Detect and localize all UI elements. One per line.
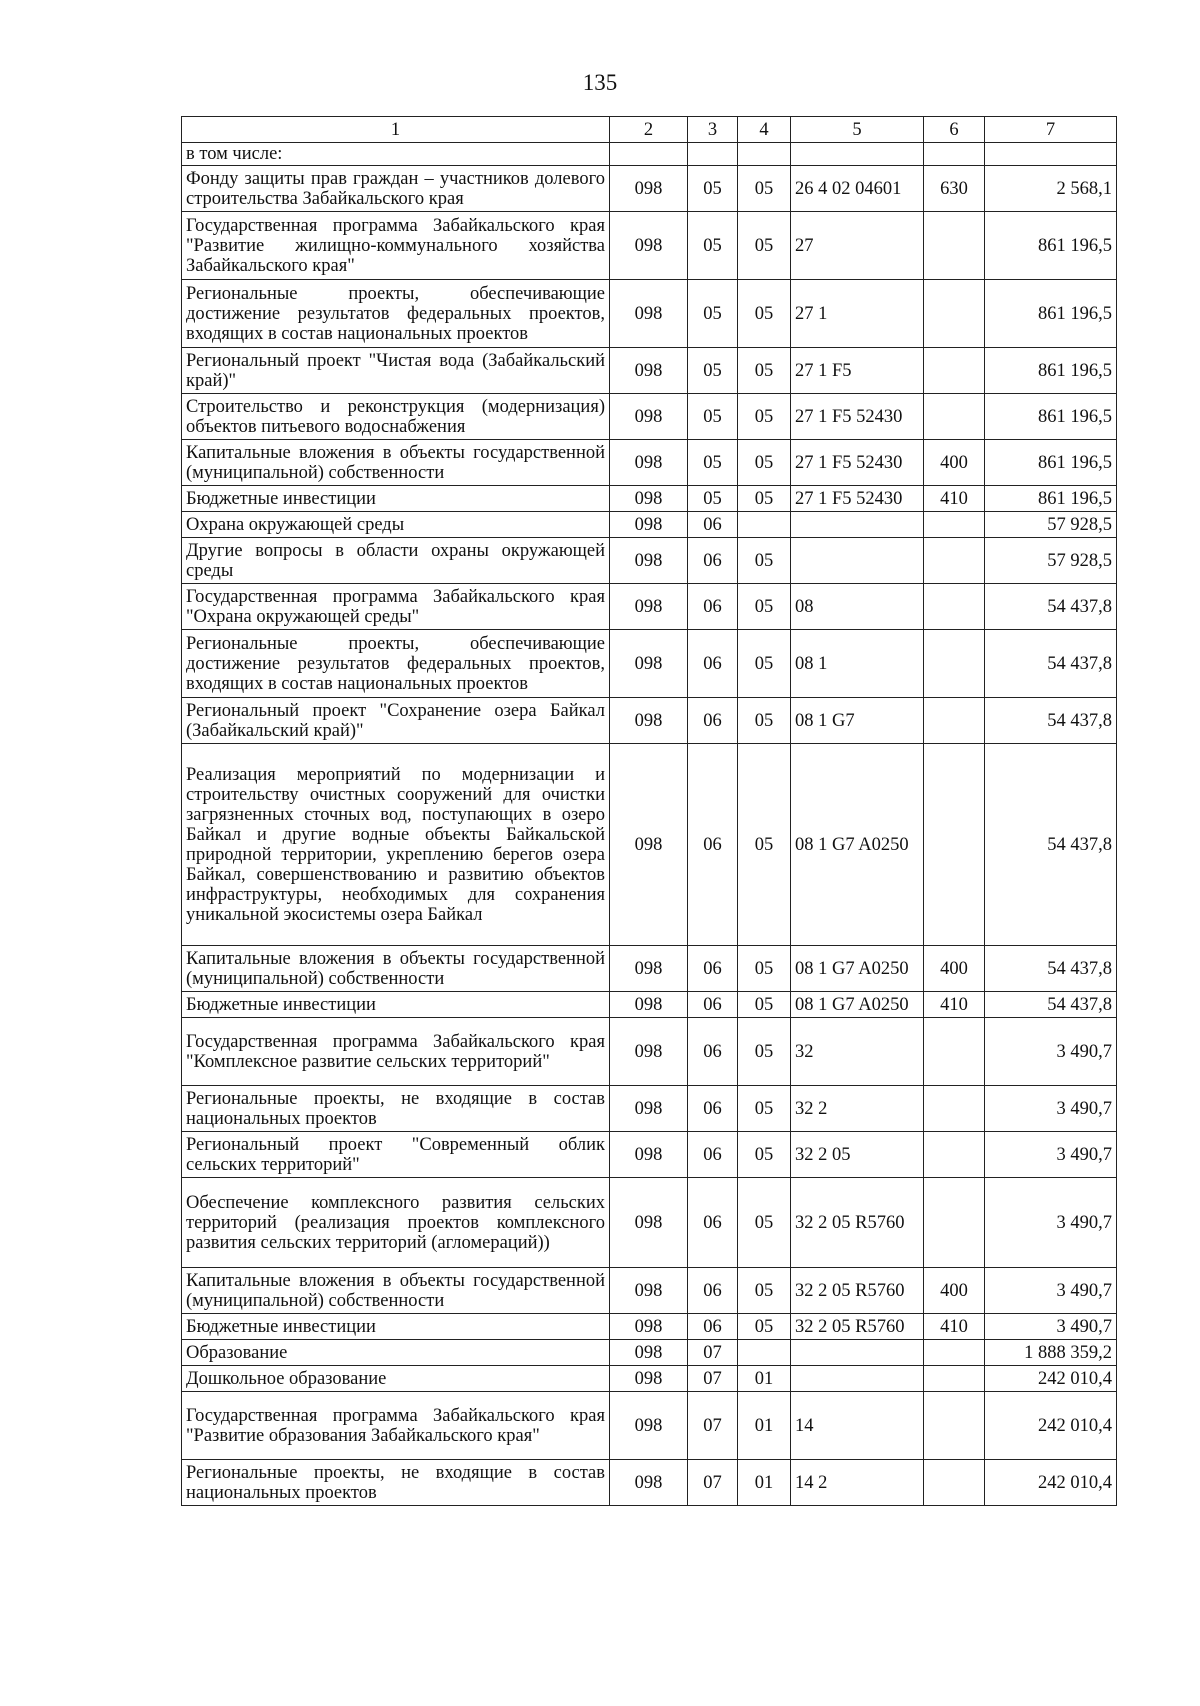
row-admin-code: 098 — [610, 992, 688, 1018]
row-section — [688, 143, 738, 166]
row-section: 06 — [688, 584, 738, 630]
row-subsection: 01 — [738, 1366, 791, 1392]
header-col-4: 4 — [738, 117, 791, 143]
table-row — [182, 1018, 1117, 1086]
row-name: Бюджетные инвестиции — [182, 992, 610, 1018]
row-name: Фонду защиты прав граждан – участников долевого строительства Забайкальского края — [182, 166, 610, 212]
row-name: Обеспечение комплексного развития сельских территорий (реализация проектов комплексного развития сельских территорий (агломераций)) — [182, 1178, 610, 1268]
row-admin-code — [610, 143, 688, 166]
row-section: 05 — [688, 440, 738, 486]
row-section: 06 — [688, 992, 738, 1018]
row-admin-code: 098 — [610, 1178, 688, 1268]
row-amount: 54 437,8 — [985, 584, 1117, 630]
row-name: Другие вопросы в области охраны окружающей среды — [182, 538, 610, 584]
row-subsection: 05 — [738, 348, 791, 394]
row-amount: 54 437,8 — [985, 992, 1117, 1018]
row-expense-type — [924, 280, 985, 348]
row-section: 06 — [688, 946, 738, 992]
row-subsection: 05 — [738, 394, 791, 440]
row-name: Капитальные вложения в объекты государственной (муниципальной) собственности — [182, 1268, 610, 1314]
row-name: Реализация мероприятий по модернизации и строительству очистных сооружений для очистки загрязненных сточных вод, поступающих в озеро Байкал и другие водные объекты Байкальской природной территории, укреплению берегов озера Байкал, совершенствованию и развитию объектов инфраструктуры, необходимых для сохранения уникальной экосистемы озера Байкал — [182, 744, 610, 946]
row-name: Региональные проекты, обеспечивающие достижение результатов федеральных проектов, входящих в состав национальных проектов — [182, 280, 610, 348]
row-expense-type: 630 — [924, 166, 985, 212]
row-expense-type — [924, 1132, 985, 1178]
row-target-article: 14 2 — [791, 1460, 924, 1506]
row-target-article: 14 — [791, 1392, 924, 1460]
row-name: Региональный проект "Сохранение озера Байкал (Забайкальский край)" — [182, 698, 610, 744]
row-target-article: 32 2 05 R5760 — [791, 1178, 924, 1268]
row-subsection: 05 — [738, 1086, 791, 1132]
row-target-article: 27 — [791, 212, 924, 280]
table-row — [182, 1132, 1117, 1178]
row-admin-code: 098 — [610, 698, 688, 744]
row-section: 06 — [688, 1178, 738, 1268]
row-expense-type — [924, 1366, 985, 1392]
row-section: 06 — [688, 512, 738, 538]
header-col-2: 2 — [610, 117, 688, 143]
row-target-article: 32 2 05 R5760 — [791, 1268, 924, 1314]
header-row — [182, 117, 1117, 143]
row-amount: 3 490,7 — [985, 1314, 1117, 1340]
header-col-6: 6 — [924, 117, 985, 143]
row-amount: 1 888 359,2 — [985, 1340, 1117, 1366]
row-section: 07 — [688, 1392, 738, 1460]
row-subsection: 01 — [738, 1460, 791, 1506]
row-section: 06 — [688, 698, 738, 744]
row-admin-code: 098 — [610, 1340, 688, 1366]
row-admin-code: 098 — [610, 486, 688, 512]
row-subsection — [738, 512, 791, 538]
row-name: Бюджетные инвестиции — [182, 486, 610, 512]
row-admin-code: 098 — [610, 630, 688, 698]
row-expense-type — [924, 698, 985, 744]
row-section: 06 — [688, 630, 738, 698]
row-section: 06 — [688, 1086, 738, 1132]
row-admin-code: 098 — [610, 394, 688, 440]
row-section: 06 — [688, 1268, 738, 1314]
table-row — [182, 1460, 1117, 1506]
row-expense-type — [924, 1178, 985, 1268]
row-subsection: 05 — [738, 744, 791, 946]
row-expense-type — [924, 512, 985, 538]
row-subsection: 05 — [738, 1018, 791, 1086]
row-expense-type: 410 — [924, 486, 985, 512]
row-amount: 861 196,5 — [985, 212, 1117, 280]
row-amount: 861 196,5 — [985, 394, 1117, 440]
row-amount: 54 437,8 — [985, 630, 1117, 698]
row-amount: 861 196,5 — [985, 440, 1117, 486]
row-target-article: 27 1 F5 — [791, 348, 924, 394]
table-row — [182, 212, 1117, 280]
header-col-5: 5 — [791, 117, 924, 143]
row-section: 07 — [688, 1366, 738, 1392]
row-target-article: 32 2 05 R5760 — [791, 1314, 924, 1340]
row-admin-code: 098 — [610, 538, 688, 584]
row-name: Капитальные вложения в объекты государственной (муниципальной) собственности — [182, 946, 610, 992]
row-amount: 861 196,5 — [985, 280, 1117, 348]
row-section: 05 — [688, 280, 738, 348]
row-name: Дошкольное образование — [182, 1366, 610, 1392]
row-target-article: 08 — [791, 584, 924, 630]
row-expense-type — [924, 143, 985, 166]
row-target-article: 27 1 F5 52430 — [791, 440, 924, 486]
row-admin-code: 098 — [610, 946, 688, 992]
row-amount: 3 490,7 — [985, 1178, 1117, 1268]
table-row — [182, 744, 1117, 946]
table-row — [182, 1268, 1117, 1314]
row-subsection: 05 — [738, 946, 791, 992]
row-expense-type — [924, 538, 985, 584]
row-subsection — [738, 1340, 791, 1366]
row-admin-code: 098 — [610, 584, 688, 630]
row-amount: 57 928,5 — [985, 512, 1117, 538]
row-subsection: 05 — [738, 992, 791, 1018]
row-expense-type: 400 — [924, 1268, 985, 1314]
row-subsection: 05 — [738, 1178, 791, 1268]
row-admin-code: 098 — [610, 280, 688, 348]
row-amount: 54 437,8 — [985, 698, 1117, 744]
row-section: 05 — [688, 394, 738, 440]
row-subsection: 05 — [738, 166, 791, 212]
row-subsection: 05 — [738, 280, 791, 348]
table-row — [182, 992, 1117, 1018]
row-name: в том числе: — [182, 143, 610, 166]
row-target-article — [791, 143, 924, 166]
row-target-article: 08 1 G7 A0250 — [791, 946, 924, 992]
table-row — [182, 946, 1117, 992]
row-name: Региональные проекты, не входящие в состав национальных проектов — [182, 1460, 610, 1506]
row-section: 05 — [688, 166, 738, 212]
row-subsection — [738, 143, 791, 166]
row-amount: 57 928,5 — [985, 538, 1117, 584]
table-row — [182, 143, 1117, 166]
row-admin-code: 098 — [610, 1132, 688, 1178]
row-name: Охрана окружающей среды — [182, 512, 610, 538]
row-section: 05 — [688, 348, 738, 394]
row-amount — [985, 143, 1117, 166]
row-name: Капитальные вложения в объекты государственной (муниципальной) собственности — [182, 440, 610, 486]
row-subsection: 05 — [738, 538, 791, 584]
row-target-article — [791, 1366, 924, 1392]
row-subsection: 05 — [738, 584, 791, 630]
table-row — [182, 348, 1117, 394]
row-amount: 3 490,7 — [985, 1086, 1117, 1132]
table-row — [182, 1086, 1117, 1132]
table-body — [182, 143, 1117, 1506]
row-amount: 2 568,1 — [985, 166, 1117, 212]
row-expense-type — [924, 1018, 985, 1086]
table-row — [182, 630, 1117, 698]
row-amount: 54 437,8 — [985, 744, 1117, 946]
table-header — [182, 117, 1117, 143]
table-row — [182, 280, 1117, 348]
row-admin-code: 098 — [610, 166, 688, 212]
row-expense-type: 400 — [924, 440, 985, 486]
row-subsection: 01 — [738, 1392, 791, 1460]
row-amount: 54 437,8 — [985, 946, 1117, 992]
row-name: Региональный проект "Чистая вода (Забайкальский край)" — [182, 348, 610, 394]
table-row — [182, 1366, 1117, 1392]
row-name: Региональные проекты, не входящие в состав национальных проектов — [182, 1086, 610, 1132]
row-expense-type: 410 — [924, 992, 985, 1018]
table-row — [182, 394, 1117, 440]
row-subsection: 05 — [738, 1132, 791, 1178]
page-number: 135 — [582, 70, 618, 95]
row-amount: 3 490,7 — [985, 1132, 1117, 1178]
row-expense-type — [924, 1392, 985, 1460]
row-target-article: 32 — [791, 1018, 924, 1086]
row-section: 05 — [688, 486, 738, 512]
row-subsection: 05 — [738, 1314, 791, 1340]
row-section: 06 — [688, 1314, 738, 1340]
row-expense-type: 400 — [924, 946, 985, 992]
row-admin-code: 098 — [610, 212, 688, 280]
row-target-article: 32 2 — [791, 1086, 924, 1132]
row-subsection: 05 — [738, 1268, 791, 1314]
row-admin-code: 098 — [610, 440, 688, 486]
row-admin-code: 098 — [610, 512, 688, 538]
table-row — [182, 538, 1117, 584]
row-target-article: 32 2 05 — [791, 1132, 924, 1178]
row-section: 07 — [688, 1460, 738, 1506]
row-expense-type — [924, 394, 985, 440]
row-name: Региональные проекты, обеспечивающие достижение результатов федеральных проектов, входящих в состав национальных проектов — [182, 630, 610, 698]
row-name: Строительство и реконструкция (модернизация) объектов питьевого водоснабжения — [182, 394, 610, 440]
row-subsection: 05 — [738, 212, 791, 280]
row-amount: 242 010,4 — [985, 1392, 1117, 1460]
row-subsection: 05 — [738, 486, 791, 512]
row-target-article: 08 1 G7 A0250 — [791, 992, 924, 1018]
row-expense-type — [924, 744, 985, 946]
budget-table — [181, 116, 1117, 1506]
row-name: Государственная программа Забайкальского края "Развитие жилищно-коммунального хозяйства Забайкальского края" — [182, 212, 610, 280]
row-section: 07 — [688, 1340, 738, 1366]
table-row — [182, 1340, 1117, 1366]
row-name: Региональный проект "Современный облик сельских территорий" — [182, 1132, 610, 1178]
row-target-article: 08 1 G7 — [791, 698, 924, 744]
row-subsection: 05 — [738, 630, 791, 698]
header-col-3: 3 — [688, 117, 738, 143]
table-row — [182, 486, 1117, 512]
row-target-article — [791, 1340, 924, 1366]
header-col-7: 7 — [985, 117, 1117, 143]
table-row — [182, 166, 1117, 212]
row-amount: 861 196,5 — [985, 348, 1117, 394]
row-amount: 3 490,7 — [985, 1018, 1117, 1086]
row-expense-type — [924, 1340, 985, 1366]
row-target-article: 27 1 — [791, 280, 924, 348]
row-expense-type — [924, 1086, 985, 1132]
row-section: 06 — [688, 538, 738, 584]
table-row — [182, 440, 1117, 486]
row-amount: 242 010,4 — [985, 1460, 1117, 1506]
row-admin-code: 098 — [610, 1392, 688, 1460]
row-expense-type — [924, 1460, 985, 1506]
row-name: Государственная программа Забайкальского края "Комплексное развитие сельских территорий" — [182, 1018, 610, 1086]
row-amount: 3 490,7 — [985, 1268, 1117, 1314]
header-col-1: 1 — [182, 117, 610, 143]
row-admin-code: 098 — [610, 1268, 688, 1314]
row-name: Образование — [182, 1340, 610, 1366]
row-name: Бюджетные инвестиции — [182, 1314, 610, 1340]
row-section: 06 — [688, 744, 738, 946]
row-section: 05 — [688, 212, 738, 280]
row-admin-code: 098 — [610, 1086, 688, 1132]
row-name: Государственная программа Забайкальского края "Развитие образования Забайкальского края" — [182, 1392, 610, 1460]
row-admin-code: 098 — [610, 1366, 688, 1392]
row-name: Государственная программа Забайкальского края "Охрана окружающей среды" — [182, 584, 610, 630]
row-section: 06 — [688, 1018, 738, 1086]
row-subsection: 05 — [738, 698, 791, 744]
table-row — [182, 512, 1117, 538]
row-amount: 242 010,4 — [985, 1366, 1117, 1392]
row-admin-code: 098 — [610, 744, 688, 946]
row-target-article: 26 4 02 04601 — [791, 166, 924, 212]
row-section: 06 — [688, 1132, 738, 1178]
table-row — [182, 1178, 1117, 1268]
row-expense-type — [924, 584, 985, 630]
row-subsection: 05 — [738, 440, 791, 486]
row-expense-type — [924, 630, 985, 698]
row-amount: 861 196,5 — [985, 486, 1117, 512]
row-admin-code: 098 — [610, 1460, 688, 1506]
table-row — [182, 1314, 1117, 1340]
row-target-article — [791, 538, 924, 584]
row-target-article — [791, 512, 924, 538]
row-target-article: 27 1 F5 52430 — [791, 394, 924, 440]
row-admin-code: 098 — [610, 348, 688, 394]
table-row — [182, 1392, 1117, 1460]
row-target-article: 08 1 G7 A0250 — [791, 744, 924, 946]
row-expense-type — [924, 348, 985, 394]
row-expense-type — [924, 212, 985, 280]
table-row — [182, 584, 1117, 630]
row-target-article: 08 1 — [791, 630, 924, 698]
row-admin-code: 098 — [610, 1314, 688, 1340]
row-admin-code: 098 — [610, 1018, 688, 1086]
row-target-article: 27 1 F5 52430 — [791, 486, 924, 512]
row-expense-type: 410 — [924, 1314, 985, 1340]
table-row — [182, 698, 1117, 744]
